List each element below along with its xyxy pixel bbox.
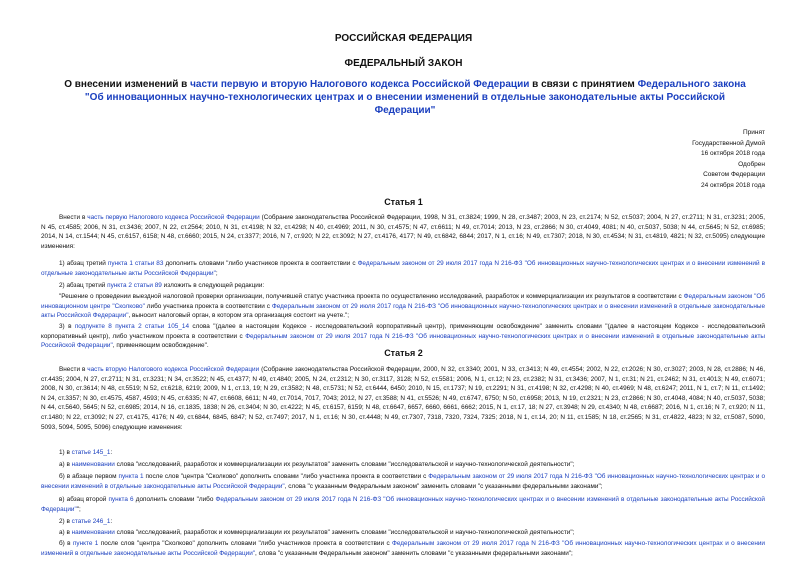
article1-paragraph — [41, 292, 765, 321]
text: в) абзац второй — [59, 496, 109, 503]
law-title — [60, 78, 750, 117]
link-federal-law-216[interactable]: Федеральным законом от 29 июля 2017 года N 216-ФЗ "Об инновационных научно-технологических центрах и о внесении изменений в отдельные законодательные акты Российской Федерации" — [41, 540, 765, 557]
text: : — [110, 518, 113, 525]
title-text: в связи с принятием — [529, 79, 638, 90]
country-heading: РОССИЙСКАЯ ФЕДЕРАЦИЯ — [334, 33, 473, 44]
link-part-two[interactable]: часть вторую Налогового кодекса Российской Федерации — [87, 366, 260, 373]
link-federal-law-216[interactable]: Федеральным законом от 29 июля 2017 года N 216-ФЗ "Об инновационных научно-технологических центрах и о внесении изменений в отдельные законодательные акты Российской Федерации" — [41, 332, 765, 350]
approved-by: Советом Федерации — [703, 171, 765, 178]
text: б) в — [59, 540, 73, 547]
text: 1) в — [59, 449, 72, 456]
text: а) в — [59, 529, 72, 536]
approved-label: Одобрен — [738, 160, 765, 168]
article1-paragraph — [41, 213, 765, 251]
link-federal-law-216[interactable]: Федеральным законом от 29 июля 2017 года N 216-ФЗ "Об инновационных научно-технологических центрах и о внесении изменений в отдельные законодательные акты Российской Федерации" — [41, 496, 765, 513]
link-federal-law-216[interactable]: Федеральным законом от 29 июля 2017 года N 216-ФЗ "Об инновационных научно-технологических центрах и о внесении изменений в отдельные законодательные акты Российской Федерации" — [41, 260, 765, 277]
text: ; — [215, 269, 218, 277]
text: 2) в — [59, 518, 72, 525]
link-point-1[interactable]: пункта 1 — [118, 473, 144, 480]
accepted-label: Принят — [742, 129, 765, 136]
text: дополнить словами "либо участников проекта в соответствии с — [163, 260, 358, 267]
doc-type-heading: ФЕДЕРАЛЬНЫЙ ЗАКОН — [344, 58, 463, 69]
article2-paragraph — [41, 448, 765, 458]
link-article-105-14[interactable]: подпункте 8 пункта 2 статьи 105_14 — [74, 323, 190, 330]
text: , выносит налоговый орган, в котором эта организация состоит на учете."; — [128, 312, 350, 320]
text: (Собрание законодательства Российской Федерации, 1998, N 31, ст.3824; 1999, N 28, ст.3487; 2003, N 23, ст.2174; N 52, ст.5037; 2004, N 27, ст.2711; N 31, ст.3231; 2005, N 45, ст.4585; 2006, N 31, ст.3436; 2007, N 22, ст.2564; 2010, N 31, ст.4198; N 32, ст.4298; N 40, ст.4969; 2011, N 30, ст.4575; N 47, ст.6611; N 49, ст.7014; 2013, N 23, ст.2866; N 30, ст.4049, 4081; N 40, ст.5037, 5038; N 44, ст.5645; N 52, ст.6985; 2014, N 14, ст.1544; N 45, ст.6157, 6158; N 48, ст.6660; 2015, N 24, ст.3377; 2016, N 7, ст.920; N 22, ст.3092; N 27, ст.4176, 4177; N 49, ст.6842, 6844; 2017, N 1, ст.16; N 49, ст.7307; 2018, N 30, ст.4534; N 31, ст.4819, 4821; N 32, ст.5095) следующие изменения: — [41, 214, 765, 250]
link-federal-law-216[interactable]: Федеральным законом от 29 июля 2017 года N 216-ФЗ "Об инновационных научно-технологических центрах и о внесении изменений в отдельные законодательные акты Российской Федерации" — [41, 473, 765, 490]
title-link-federal-law[interactable]: Федерального закона "Об инновационных научно-технологических центрах и о внесении изменений в отдельные законодательные акты Российской Федерации" — [84, 79, 746, 116]
link-federal-law-216[interactable]: Федеральным законом от 29 июля 2017 года N 216-ФЗ "Об инновационных научно-технологических центрах и о внесении изменений в отдельные законодательные акты Российской Федерации" — [41, 302, 766, 320]
article1-paragraph — [41, 259, 765, 278]
article2-paragraph — [41, 528, 765, 538]
link-point-6[interactable]: пункта 6 — [108, 496, 134, 503]
link-skolkovo-law[interactable]: Федеральным законом "Об инновационном центре "Сколково" — [41, 293, 765, 310]
text: , слова "с указанным Федеральным законом" заменить словами "с указанными федеральными законами"; — [284, 482, 603, 490]
link-point-1[interactable]: пункте 1 — [72, 540, 99, 547]
accepted-date: 16 октября 2018 года — [700, 150, 765, 157]
link-part-one[interactable]: часть первую Налогового кодекса Российской Федерации — [87, 214, 260, 221]
link-article-83[interactable]: пункта 1 статьи 83 — [107, 260, 164, 267]
text: а) в — [59, 461, 72, 468]
text: : — [110, 449, 113, 456]
text: слова "(далее в настоящем Кодексе - исследовательский корпоративный центр), применяющим освобождение" заменить словами "(далее в настоящем Кодексе - исследовательский корпоративный центр), либо участником проекта в соответствии с — [41, 323, 765, 340]
text: дополнить словами "либо — [133, 496, 216, 503]
article2-paragraph — [41, 495, 765, 514]
text: , слова "с указанным Федеральным законом" заменить словами "с указанными федеральными законами"; — [255, 549, 573, 557]
article2-paragraph — [41, 539, 765, 558]
approved-date: 24 октября 2018 года — [700, 181, 765, 189]
text: "; — [76, 505, 81, 513]
text: , применяющим освобождение". — [112, 342, 209, 350]
text: 3) в — [59, 323, 75, 330]
title-text: О внесении изменений в — [64, 79, 191, 90]
article2-paragraph — [41, 517, 765, 527]
article1-heading: Статья 1 — [384, 197, 423, 207]
text: 2) абзац третий — [59, 282, 108, 289]
article2-paragraph — [41, 460, 765, 470]
text: Внести в — [59, 214, 88, 221]
text: (Собрание законодательства Российской Федерации, 2000, N 32, ст.3340; 2001, N 33, ст.3413; N 49, ст.4554; 2002, N 22, ст.2026; N 30, ст.3027; 2003, N 28, ст.2886; N 46, ст.4435; 2004, N 27, ст.2711; N 31, ст.3231; N 34, ст.3522; N 45, ст.4377; N 49, ст.4840; 2005, N 24, ст.2312; N 30, ст.3117, 3128; N 52, ст.5581; 2006, N 1, ст.12; N 23, ст.2382; N 31, ст.3436; 2007, N 1, ст.31; N 21, ст.2462; N 31, ст.4013; N 49, ст.6071; 2008, N 30, ст.3614; N 48, ст.5519; N 52, ст.6218, 6219; 2009, N 1, ст.13, 19; N 29, ст.3582; N 48, ст.5731; N 52, ст.6444, 6450; 2010, N 15, ст.1737; N 19, ст.2291; N 31, ст.4198; N 32, ст.4298; N 40, ст.4969; N 48, ст.6247; 2011, N 1, ст.7; N 11, ст.1492; N 24, ст.3357; N 30, ст.4575, 4587, 4593; N 45, ст.6335; N 47, ст.6608, 6611; N 49, ст.7014, 7017, 7043; 2012, N 27, ст.3588; N 41, ст.5526; N 49, ст.6747, 6750; N 50, ст.6958; 2013, N 19, ст.2321; N 23, ст.2866; N 30, ст.4048, 4084; N 40, ст.5037, 5038; N 44, ст.5640, 5645; N 52, ст.6985; 2014, N 16, ст.1835, 1838; N 26, ст.3404; N 30, ст.4222; N 45, ст.6157, 6159; N 48, ст.6647, 6657, 6660, 6661, 6662; 2015, N 1, ст.17, 18; N 27, ст.3948; N 29, ст.4340; N 48, ст.6687; 2016, N 1, ст.16; N 7, ст.920; N 11, ст.1480; N 22, ст.3092; N 27, ст.4175, 4176; N 49, ст.6844, 6845, 6847; N 52, ст.7497; 2017, N 1, ст.16; N 30, ст.4448; N 49, ст.7307, 7318, 7320, 7324, 7325; 2018, N 1, ст.14, 20; N 11, ст.1585; N 18, ст.2565; N 31, ст.4822, 4823; N 32, ст.5087, 5090, 5093, 5094, 5095, 5096) следующие изменения: — [41, 366, 765, 431]
text: либо участника проекта в соответствии с — [144, 302, 272, 310]
link-article-145-1[interactable]: статье 145_1 — [71, 449, 111, 456]
text: б) в абзаце первом — [59, 473, 119, 480]
link-name[interactable]: наименовании — [71, 461, 115, 468]
text: 1) абзац третий — [59, 260, 108, 267]
accepted-by: Государственной Думой — [692, 139, 765, 147]
article1-paragraph — [41, 281, 765, 291]
text: Внести в — [59, 366, 88, 373]
text: после слов "центра "Сколково" дополнить словами "либо участников проекта в соответствии с — [98, 540, 393, 547]
text: "Решение о проведении выездной налоговой проверки организации, получившей статус участника проекта по осуществлению исследований, разработок и коммерциализации их результатов в соответствии с — [59, 293, 684, 300]
acceptance-block — [692, 128, 765, 191]
article2-paragraph — [41, 472, 765, 491]
article2-heading: Статья 2 — [384, 348, 423, 358]
text: слова "исследований, разработок и коммерциализации их результатов" заменить словами "исследовательской и научно-технологической деятельности"; — [114, 529, 575, 536]
link-article-246-1[interactable]: статье 246_1 — [71, 518, 111, 525]
article1-paragraph — [41, 322, 765, 351]
article2-paragraph — [41, 365, 765, 432]
text: слова "исследований, разработок и коммерциализации их результатов" заменить словами "исследовательской и научно-технологической деятельности"; — [114, 461, 575, 468]
text: после слов "центра "Сколково" дополнить словами "либо участника проекта в соответствии с — [143, 473, 429, 480]
title-link-tax-code[interactable]: части первую и вторую Налогового кодекса Российской Федерации — [190, 79, 530, 90]
link-article-89[interactable]: пункта 2 статьи 89 — [107, 282, 162, 289]
link-name[interactable]: наименовании — [71, 529, 115, 536]
text: изложить в следующей редакции: — [161, 282, 265, 289]
